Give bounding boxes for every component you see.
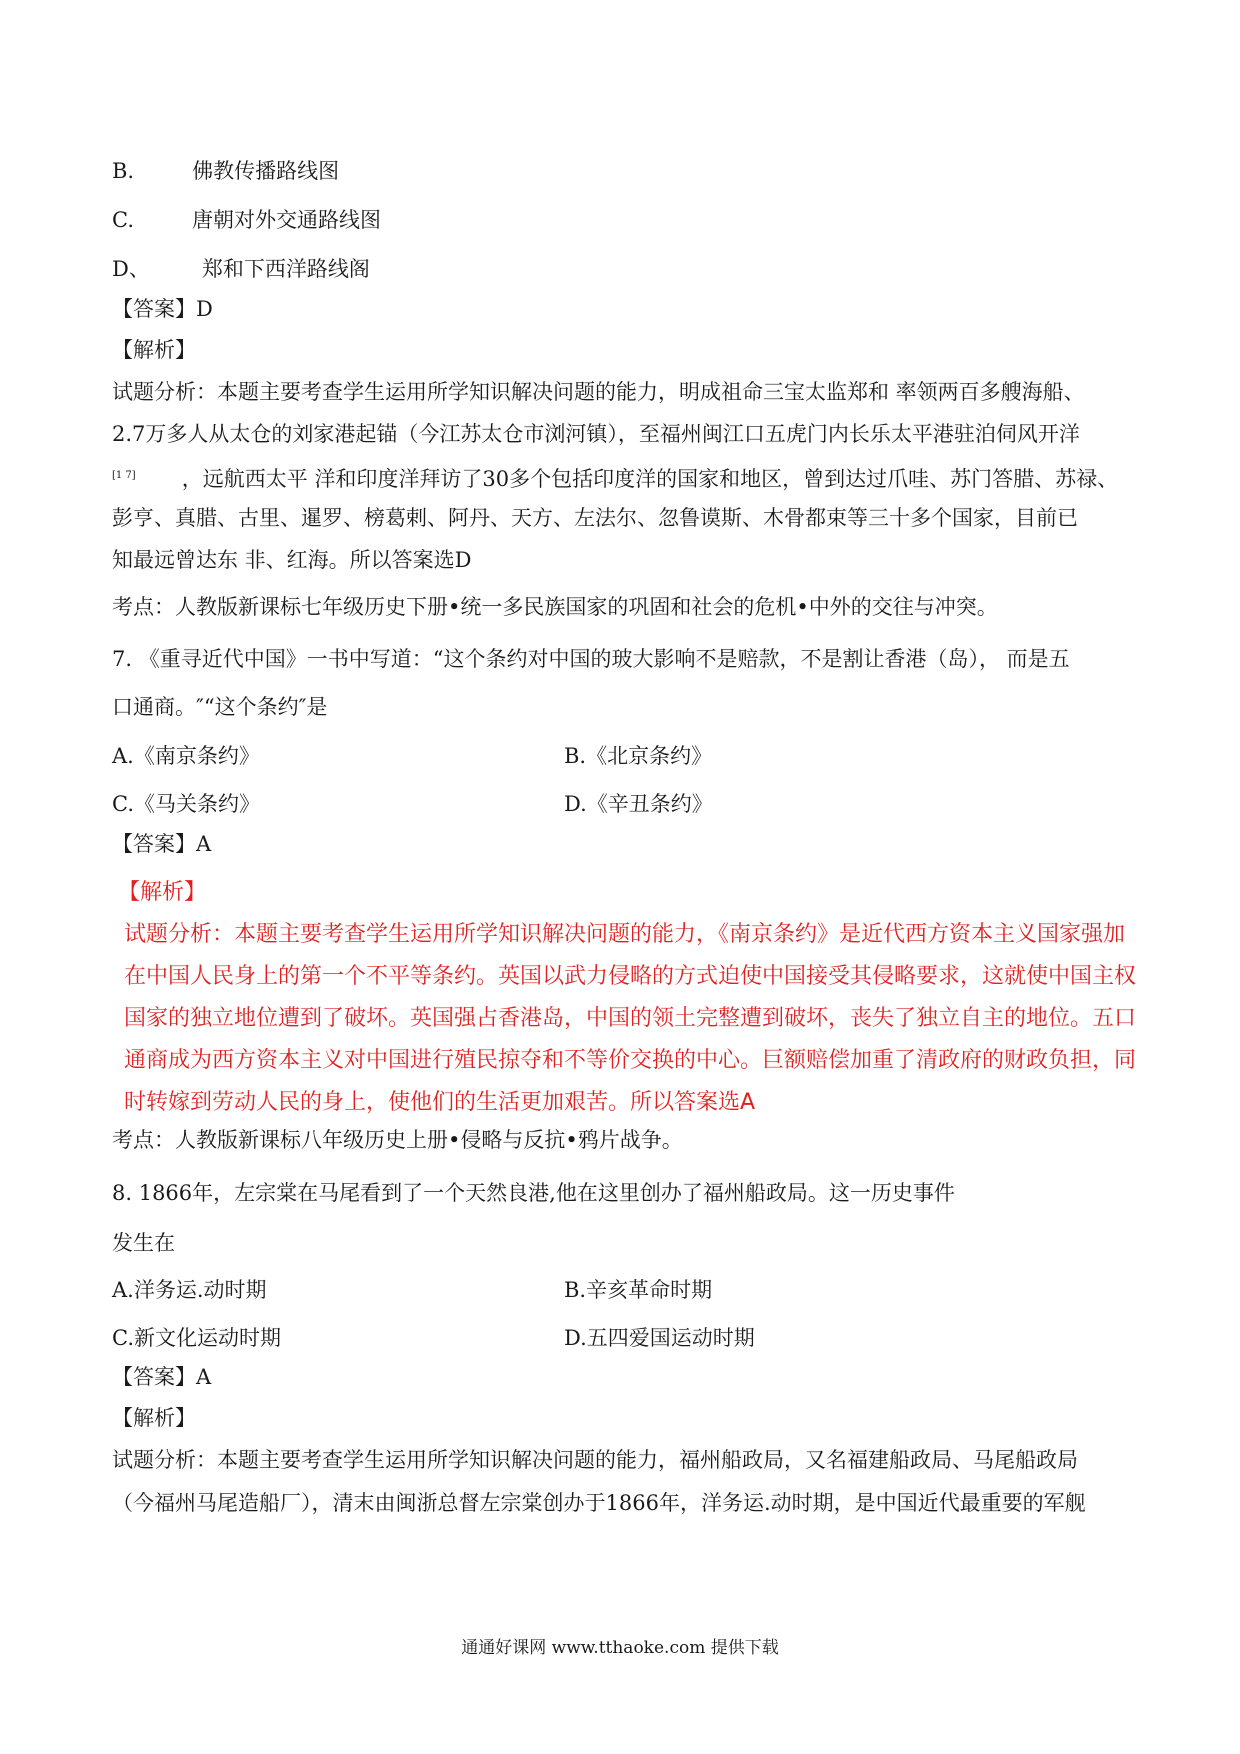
q7-option-b: B.《北京条约》 [564,744,713,768]
q6-analysis-heading: 【解析】 [112,338,196,362]
q6-analysis-line-text: ，远航西太平 洋和印度洋拜访了30多个包括印度洋的国家和地区，曾到达过爪哇、苏门答腊、苏禄、 [181,467,1119,491]
q7-analysis-line: 通商成为西方资本主义对中国进行殖民掠夺和不等价交换的中心。巨额赔偿加重了清政府的财政负担，同 [124,1048,1137,1073]
q6-option-b-letter: B. [112,159,135,183]
q8-option-d: D.五四爱国运动时期 [564,1326,755,1350]
q7-stem: 7. 《重寻近代中国》一书中写道：“这个条约对中国的玻大影响不是赔款，不是割让香港（岛）， 而是五 [112,647,1070,671]
q8-analysis-line: （今福州马尾造船厂），清末由闽浙总督左宗棠创办于1866年，洋务运.动时期，是中国近代最重要的军舰 [112,1491,1086,1515]
q7-analysis-line: 时转嫁到劳动人民的身上，使他们的生活更加艰苦。所以答案选A [124,1090,756,1115]
q8-analysis-line: 试题分析：本题主要考查学生运用所学知识解决问题的能力，福州船政局，又名福建船政局、马尾船政局 [112,1448,1078,1472]
q7-kaodian: 考点：人教版新课标八年级历史上册•侵略与反抗•鸦片战争。 [112,1128,683,1152]
q7-analysis-heading: 【解析】 [118,880,207,905]
footnote-ref: [1 7] [112,470,136,481]
q8-stem: 发生在 [112,1231,175,1255]
q8-option-a: A.洋务运.动时期 [112,1278,267,1302]
q7-analysis-line: 在中国人民身上的第一个不平等条约。英国以武力侵略的方式迫使中国接受其侵略要求，这就使中国主权 [124,964,1137,989]
q8-option-b: B.辛亥革命时期 [564,1278,713,1302]
q6-option-d-letter: D、 [112,257,150,281]
q7-option-c: C.《马关条约》 [112,792,260,816]
q8-option-c: C.新文化运动时期 [112,1326,281,1350]
q6-analysis-line [112,461,1118,494]
q7-analysis-line: 试题分析：本题主要考查学生运用所学知识解决问题的能力，《南京条约》是近代西方资本主义国家强加 [124,922,1126,947]
q6-option-b [112,156,339,186]
q6-option-c [112,205,381,235]
q6-analysis-line: 知最远曾达东 非、红海。所以答案选D [112,548,472,572]
q7-option-a: A.《南京条约》 [112,744,260,768]
q8-analysis-heading: 【解析】 [112,1406,196,1430]
q6-kaodian: 考点：人教版新课标七年级历史下册•统一多民族国家的巩固和社会的危机•中外的交往与冲突。 [112,595,998,619]
q6-option-b-text: 佛教传播路线图 [192,159,340,183]
q6-analysis-line: 彭亨、真腊、古里、暹罗、榜葛剌、阿丹、天方、左法尔、忽鲁谟斯、木骨都束等三十多个国家，目前已 [112,506,1078,530]
q8-answer: 【答案】A [112,1365,212,1389]
q6-option-c-letter: C. [112,208,134,232]
q7-option-d: D.《辛丑条约》 [564,792,713,816]
q6-option-d [112,254,370,284]
q6-option-c-text: 唐朝对外交通路线图 [192,208,381,232]
q8-stem: 8. 1866年，左宗棠在马尾看到了一个天然良港,他在这里创办了福州船政局。这一历史事件 [112,1181,955,1205]
q7-analysis-line: 国家的独立地位遭到了破坏。英国强占香港岛，中国的领土完整遭到破坏，丧失了独立自主的地位。五口 [124,1006,1137,1031]
q7-answer: 【答案】A [112,832,212,856]
page-footer: 通通好课网 www.tthaoke.com 提供下载 [461,1638,779,1658]
q6-analysis-line: 2.7万多人从太仓的刘家港起锚（今江苏太仓市浏河镇），至福州闽江口五虎门内长乐太平港驻泊伺风开洋 [112,422,1080,446]
q6-analysis-line: 试题分析：本题主要考查学生运用所学知识解决问题的能力，明成祖命三宝太监郑和 率领两百多艘海船、 [112,380,1085,404]
q7-stem: 口通商。″“这个条约″是 [112,695,328,719]
q6-option-d-text: 郑和下西洋路线阁 [201,257,370,281]
q6-answer: 【答案】D [112,297,213,321]
